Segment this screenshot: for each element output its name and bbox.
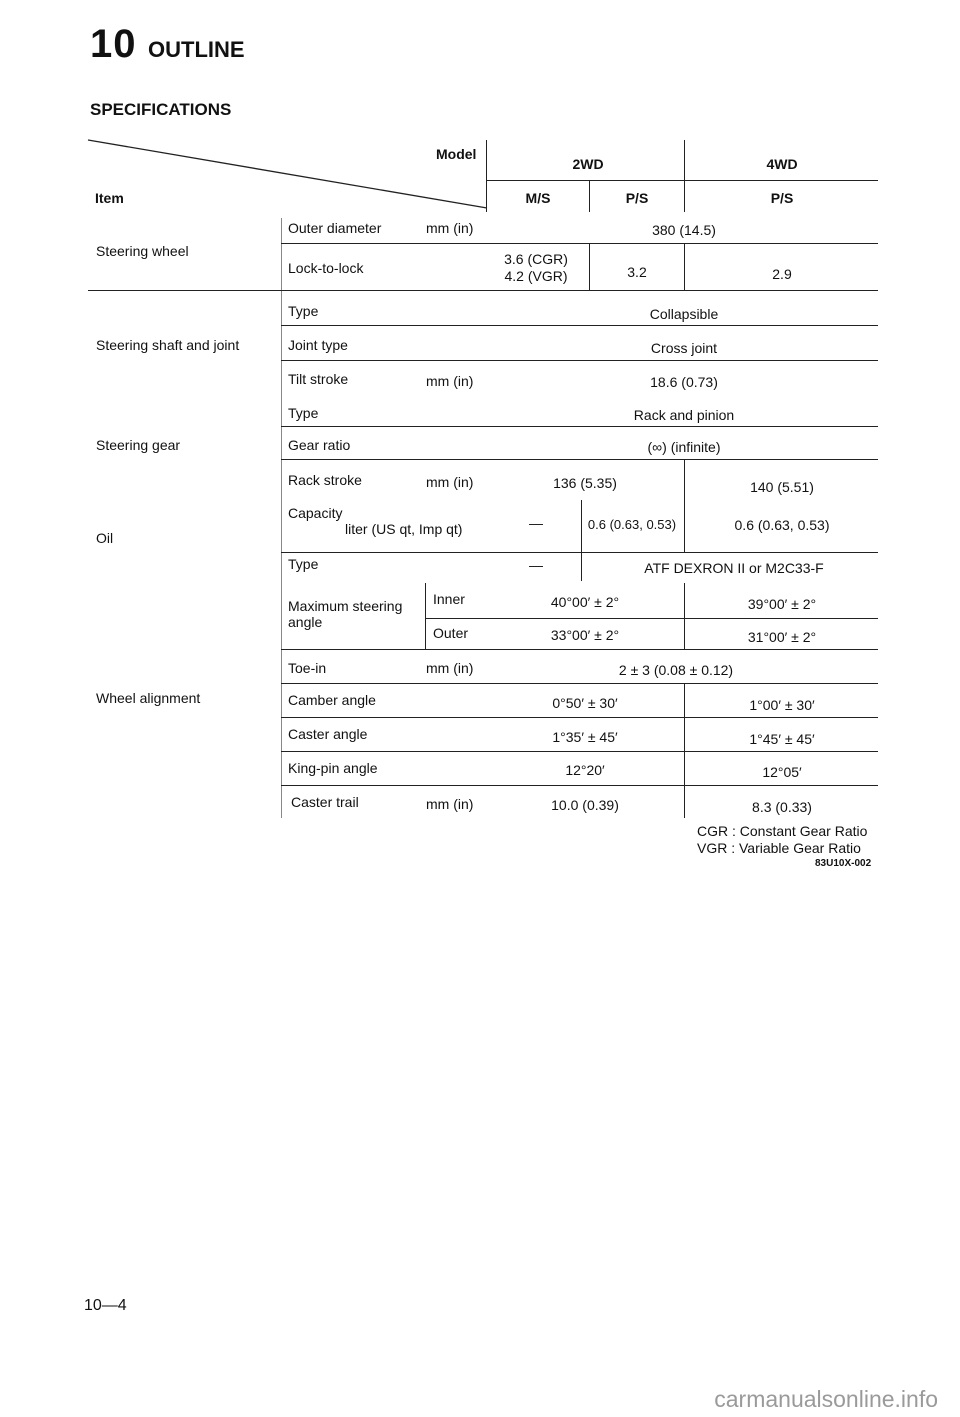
- row-label-lock-to-lock: Lock-to-lock: [288, 260, 364, 276]
- angle-sub-divider: [425, 583, 426, 649]
- note-vgr: VGR : Variable Gear Ratio: [697, 840, 861, 856]
- row-label-max-steering-angle-2: angle: [288, 614, 323, 630]
- value-joint-type: Cross joint: [650, 340, 718, 356]
- row-label-oil-type: Type: [288, 556, 319, 572]
- row-label-caster-trail: Caster trail: [291, 794, 359, 810]
- row-unit-tilt-stroke: mm (in): [426, 373, 474, 389]
- model-column-divider: [486, 140, 487, 212]
- row-label-capacity: Capacity: [288, 505, 343, 521]
- section-number: 10: [90, 22, 137, 66]
- ms-ps-divider-lock: [589, 244, 590, 290]
- value-lock-to-lock-ps-4wd: 2.9: [772, 266, 792, 282]
- group-line-steering-wheel: [88, 290, 878, 291]
- row-unit-rack-stroke: mm (in): [426, 474, 474, 490]
- col-header-2wd: 2WD: [572, 156, 604, 172]
- value-inner-2wd: 40°00′ ± 2°: [550, 594, 620, 610]
- row-label-toe-in: Toe-in: [288, 660, 327, 676]
- row-line-king-pin: [281, 785, 878, 786]
- model-corner-label: Model: [436, 146, 477, 162]
- value-lock-to-lock-ms-vgr: 4.2 (VGR): [504, 268, 568, 284]
- row-label-outer-diameter: Outer diameter: [288, 220, 382, 236]
- value-lock-to-lock-ps-2wd: 3.2: [627, 264, 647, 280]
- row-label-shaft-type: Type: [288, 303, 319, 319]
- value-tilt-stroke: 18.6 (0.73): [650, 374, 718, 390]
- drive-column-divider: [684, 140, 685, 212]
- group-wheel-alignment: Wheel alignment: [96, 690, 201, 706]
- row-line-capacity: [281, 552, 878, 553]
- value-lock-to-lock-ms-cgr: 3.6 (CGR): [504, 251, 568, 267]
- row-line-joint-type: [281, 360, 878, 361]
- value-outer-4wd: 31°00′ ± 2°: [747, 629, 817, 645]
- row-line-caster: [281, 751, 878, 752]
- value-caster-2wd: 1°35′ ± 45′: [552, 729, 618, 745]
- value-capacity-ms: —: [529, 515, 543, 531]
- item-column-divider: [281, 218, 282, 818]
- value-king-pin-4wd: 12°05′: [762, 764, 802, 780]
- row-label-tilt-stroke: Tilt stroke: [288, 371, 349, 387]
- row-label-outer: Outer: [433, 625, 469, 641]
- value-outer-diameter: 380 (14.5): [652, 222, 716, 238]
- row-label-inner: Inner: [433, 591, 465, 607]
- value-camber-4wd: 1°00′ ± 30′: [749, 697, 815, 713]
- ms-divider-oiltype: [581, 553, 582, 581]
- row-label-gear-type: Type: [288, 405, 319, 421]
- row-unit-caster-trail: mm (in): [426, 796, 474, 812]
- group-steering-shaft: Steering shaft and joint: [96, 337, 240, 353]
- value-caster-4wd: 1°45′ ± 45′: [749, 731, 815, 747]
- row-label-camber: Camber angle: [288, 692, 376, 708]
- ms-divider-capacity: [581, 500, 582, 552]
- row-line-gear-type: [281, 426, 878, 427]
- page-number: 10—4: [84, 1297, 127, 1314]
- row-unit-capacity: liter (US qt, Imp qt): [345, 521, 463, 537]
- value-caster-trail-2wd: 10.0 (0.39): [551, 797, 619, 813]
- col-header-4wd: 4WD: [766, 156, 798, 172]
- value-caster-trail-4wd: 8.3 (0.33): [752, 799, 812, 815]
- row-label-rack-stroke: Rack stroke: [288, 472, 362, 488]
- value-king-pin-2wd: 12°20′: [565, 762, 605, 778]
- value-outer-2wd: 33°00′ ± 2°: [550, 627, 620, 643]
- row-line-angle: [281, 649, 878, 650]
- value-capacity-ps-4wd: 0.6 (0.63, 0.53): [734, 517, 830, 533]
- value-oil-type-ps: ATF DEXRON II or M2C33-F: [644, 560, 824, 576]
- ps-divider-lock: [684, 244, 685, 290]
- page-title: SPECIFICATIONS: [90, 100, 232, 119]
- row-label-max-steering-angle: Maximum steering: [288, 598, 403, 614]
- value-rack-stroke-4wd: 140 (5.51): [750, 479, 814, 495]
- row-line-toe-in: [281, 683, 878, 684]
- row-line-gear-ratio: [281, 459, 878, 460]
- row-label-gear-ratio: Gear ratio: [288, 437, 351, 453]
- row-line-inner: [425, 618, 878, 619]
- section-title: OUTLINE: [148, 37, 245, 62]
- col-header-ms: M/S: [525, 190, 551, 206]
- col-header-ps-2wd: P/S: [625, 190, 649, 206]
- row-line-outer-diameter: [281, 243, 878, 244]
- row-label-king-pin: King-pin angle: [288, 760, 378, 776]
- value-camber-2wd: 0°50′ ± 30′: [552, 695, 618, 711]
- row-line-shaft-type: [281, 325, 878, 326]
- model-subheader-line: [486, 180, 878, 181]
- value-rack-stroke-2wd: 136 (5.35): [553, 475, 617, 491]
- value-capacity-ps-2wd: 0.6 (0.63, 0.53): [587, 517, 677, 532]
- value-gear-type: Rack and pinion: [633, 407, 735, 423]
- row-unit-outer-diameter: mm (in): [426, 220, 474, 236]
- group-steering-gear: Steering gear: [96, 437, 181, 453]
- group-steering-wheel: Steering wheel: [96, 243, 189, 259]
- row-label-caster: Caster angle: [288, 726, 368, 742]
- watermark: carmanualsonline.info: [714, 1386, 938, 1412]
- value-toe-in: 2 ± 3 (0.08 ± 0.12): [618, 662, 734, 678]
- drive-divider-rack: [684, 459, 685, 552]
- col-header-ps-4wd: P/S: [770, 190, 794, 206]
- row-line-camber: [281, 717, 878, 718]
- ms-ps-divider: [589, 180, 590, 212]
- row-label-joint-type: Joint type: [288, 337, 348, 353]
- item-corner-label: Item: [95, 190, 124, 206]
- value-inner-4wd: 39°00′ ± 2°: [747, 596, 817, 612]
- row-unit-toe-in: mm (in): [426, 660, 474, 676]
- group-oil: Oil: [96, 530, 114, 546]
- value-shaft-type: Collapsible: [649, 306, 719, 322]
- value-oil-type-ms: —: [529, 557, 543, 573]
- value-gear-ratio: (∞) (infinite): [647, 439, 721, 455]
- note-cgr: CGR : Constant Gear Ratio: [697, 823, 868, 839]
- drive-divider-angle: [684, 583, 685, 649]
- figure-code: 83U10X-002: [815, 858, 872, 869]
